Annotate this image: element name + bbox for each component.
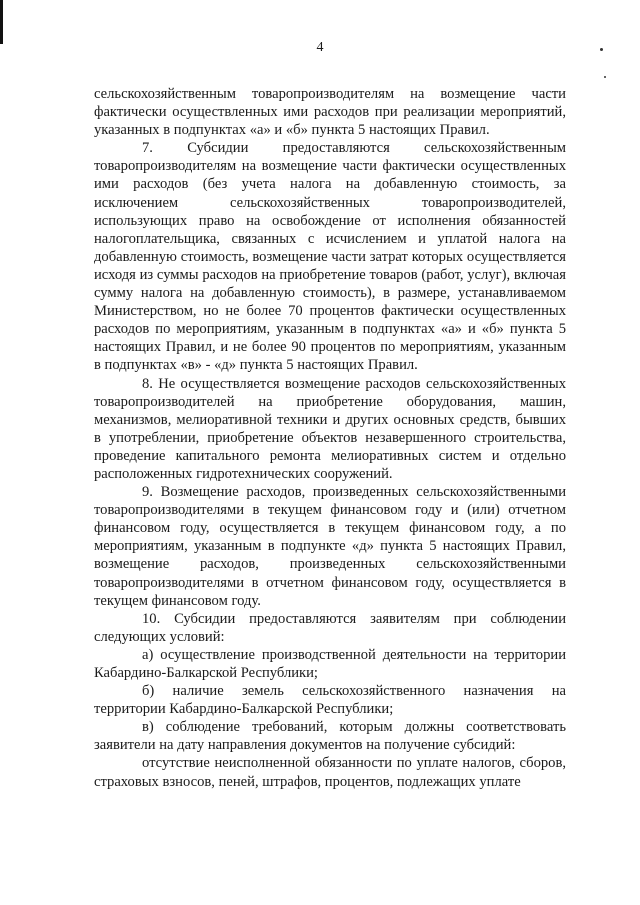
scan-edge-mark [0,0,3,44]
paragraph-clause-10-b: б) наличие земель сельскохозяйственного назначения на территории Кабардино-Балкарской Республики; [94,683,566,718]
paragraph-clause-10-v-1: отсутствие неисполненной обязанности по уплате налогов, сборов, страховых взносов, пеней, штрафов, процентов, подлежащих уплате [94,755,566,790]
page-number: 4 [316,40,324,55]
paragraph-clause-10-a: а) осуществление производственной деятельности на территории Кабардино-Балкарской Республики; [94,646,566,681]
scan-speck [604,76,606,78]
paragraph-clause-9: 9. Возмещение расходов, произведенных сельскохозяйственными товаропроизводителями в текущем финансовом году и (или) отчетном финансовом году, осуществляется в текущем финансовом году, а по мероприятиям, указанным в подпункте «д» пункта 5 настоящих Правил, возмещение расходов, произведенных сельскохозяйственными товаропроизводителями в отчетном финансовом году, осуществляется в текущем финансовом году. [94,484,566,609]
paragraph-continuation: сельскохозяйственным товаропроизводителям на возмещение части фактически осуществленных ими расходов при реализации мероприятий, указанных в подпунктах «а» и «б» пункта 5 настоящих Правил. [94,86,566,139]
paragraph-clause-8: 8. Не осуществляется возмещение расходов сельскохозяйственных товаропроизводителей на приобретение оборудования, машин, механизмов, мелиоративной техники и других основных средств, бывших в употреблении, приобретение объектов незавершенного строительства, проведение капитального ремонта мелиоративных систем и отдельно расположенных гидротехнических сооружений. [94,375,566,482]
paragraph-clause-10-v: в) соблюдение требований, которым должны соответствовать заявители на дату направления документов на получение субсидий: [94,719,566,754]
paragraph-clause-10: 10. Субсидии предоставляются заявителям при соблюдении следующих условий: [94,610,566,645]
document-body [94,85,566,791]
paragraph-clause-7: 7. Субсидии предоставляются сельскохозяйственным товаропроизводителям на возмещение части фактически осуществленных ими расходов (без учета налога на добавленную стоимость, за исключением сельскохозяйственных товаропроизводителей, использующих право на освобождение от исполнения обязанностей налогоплательщика, связанных с исчислением и уплатой налога на добавленную стоимость, возмещение части затрат которых осуществляется исходя из суммы расходов на приобретение товаров (работ, услуг), включая сумму налога на добавленную стоимость), в размере, устанавливаемом Министерством, но не более 70 процентов фактически осуществленных расходов по мероприятиям, указанным в подпунктах «а» и «б» пункта 5 настоящих Правил, и не более 90 процентов по мероприятиям, указанным в подпунктах «в» - «д» пункта 5 настоящих Правил. [94,140,566,374]
